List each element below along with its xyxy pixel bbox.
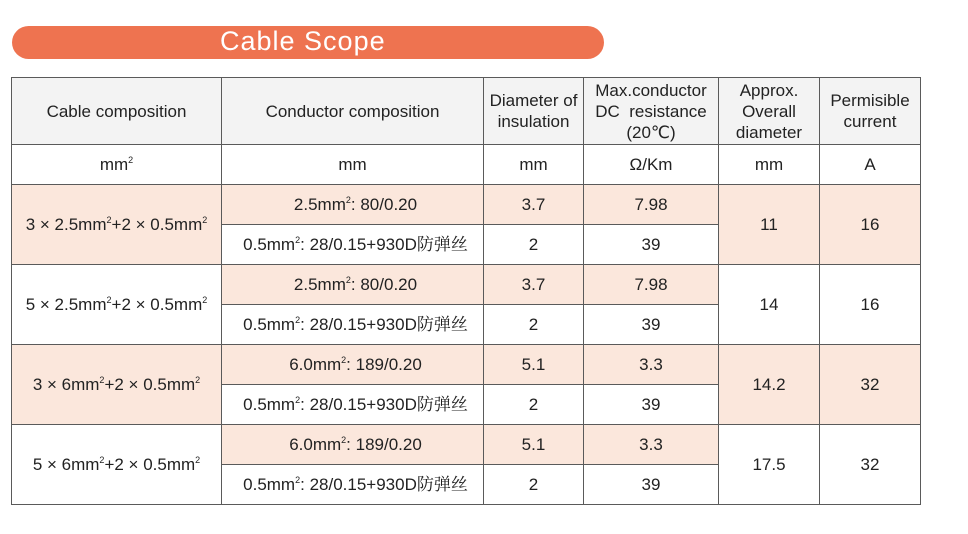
conductor-text: 6.0mm	[289, 434, 342, 454]
conductor-text: : 28/0.15+930D防弹丝	[300, 394, 468, 414]
current-cell: 16	[820, 185, 921, 265]
cable-composition-cell	[12, 265, 222, 345]
unit-conductor: mm	[222, 145, 484, 185]
unit-cable-text: mm	[99, 154, 129, 174]
current-cell: 32	[820, 345, 921, 425]
conductor-composition-cell	[222, 425, 484, 465]
cable-sup: 2	[106, 214, 112, 225]
cable-sup: 2	[202, 214, 208, 225]
unit-current: A	[820, 145, 921, 185]
conductor-text: : 189/0.20	[346, 434, 422, 454]
header-diameter-insulation	[484, 78, 584, 145]
conductor-text: 0.5mm	[243, 394, 296, 414]
conductor-composition-cell	[222, 305, 484, 345]
conductor-sup: 2	[341, 434, 347, 445]
conductor-composition-cell	[222, 265, 484, 305]
conductor-text: 6.0mm	[289, 354, 342, 374]
cable-sup: 2	[195, 454, 201, 465]
header-permisible-current	[820, 78, 921, 145]
conductor-composition-cell	[222, 345, 484, 385]
header-diameter-line1: Diameter of	[489, 91, 578, 110]
cable-text: 3 × 2.5mm	[25, 214, 107, 234]
header-current-line1: Permisible	[830, 91, 910, 110]
overall-diameter-cell: 11	[719, 185, 820, 265]
cable-text: +2 × 0.5mm	[111, 294, 203, 314]
unit-cable-sup: 2	[128, 154, 134, 165]
cable-sup: 2	[99, 374, 105, 385]
resistance-cell: 39	[584, 385, 719, 425]
header-conductor-composition	[222, 78, 484, 145]
conductor-sup: 2	[341, 354, 347, 365]
current-cell: 32	[820, 425, 921, 505]
table-row	[12, 345, 921, 385]
header-overall-line2: Overall	[742, 101, 796, 121]
diameter-cell: 2	[484, 305, 584, 345]
conductor-text: 0.5mm	[243, 234, 296, 254]
cable-composition-cell	[12, 185, 222, 265]
resistance-cell: 39	[584, 305, 719, 345]
cable-text: +2 × 0.5mm	[104, 374, 196, 394]
header-overall-line1: Approx.	[739, 80, 799, 100]
diameter-cell: 2	[484, 465, 584, 505]
conductor-sup: 2	[295, 474, 301, 485]
diameter-cell: 5.1	[484, 345, 584, 385]
conductor-text: 2.5mm	[293, 194, 346, 214]
resistance-cell: 39	[584, 465, 719, 505]
cable-sup: 2	[202, 294, 208, 305]
header-row	[12, 78, 921, 145]
conductor-composition-cell	[222, 385, 484, 425]
unit-resistance: Ω/Km	[584, 145, 719, 185]
conductor-sup: 2	[345, 194, 351, 205]
unit-overall: mm	[719, 145, 820, 185]
conductor-text: : 80/0.20	[350, 274, 418, 294]
conductor-sup: 2	[295, 314, 301, 325]
conductor-sup: 2	[345, 274, 351, 285]
cable-text: 5 × 2.5mm	[25, 294, 107, 314]
resistance-cell: 39	[584, 225, 719, 265]
cable-composition-cell	[12, 345, 222, 425]
table-row	[12, 425, 921, 465]
overall-diameter-cell: 14.2	[719, 345, 820, 425]
resistance-cell: 7.98	[584, 265, 719, 305]
table-row	[12, 265, 921, 305]
header-overall-diameter	[719, 78, 820, 145]
cable-text: +2 × 0.5mm	[111, 214, 203, 234]
cable-sup: 2	[106, 294, 112, 305]
conductor-sup: 2	[295, 234, 301, 245]
conductor-text: 0.5mm	[243, 314, 296, 334]
conductor-text: : 80/0.20	[350, 194, 418, 214]
header-diameter-line2: insulation	[497, 112, 570, 131]
header-resistance-line1: Max.conductor	[595, 80, 707, 100]
header-cable-composition-text: Cable composition	[46, 101, 187, 121]
header-dc-resistance	[584, 78, 719, 145]
page-title: Cable Scope	[220, 26, 386, 56]
conductor-text: : 28/0.15+930D防弹丝	[300, 314, 468, 334]
cable-text: 5 × 6mm	[32, 454, 100, 474]
unit-cable	[12, 145, 222, 185]
cable-sup: 2	[195, 374, 201, 385]
unit-row	[12, 145, 921, 185]
conductor-composition-cell	[222, 185, 484, 225]
header-cable-composition	[12, 78, 222, 145]
header-overall-line3: diameter	[735, 122, 803, 142]
cable-scope-table	[11, 77, 921, 505]
table-row	[12, 185, 921, 225]
current-cell: 16	[820, 265, 921, 345]
conductor-text: : 28/0.15+930D防弹丝	[300, 474, 468, 494]
overall-diameter-cell: 14	[719, 265, 820, 345]
conductor-text: 2.5mm	[293, 274, 346, 294]
overall-diameter-cell: 17.5	[719, 425, 820, 505]
diameter-cell: 3.7	[484, 185, 584, 225]
conductor-sup: 2	[295, 394, 301, 405]
conductor-text: 0.5mm	[243, 474, 296, 494]
diameter-cell: 2	[484, 225, 584, 265]
diameter-cell: 3.7	[484, 265, 584, 305]
conductor-text: : 189/0.20	[346, 354, 422, 374]
resistance-cell: 3.3	[584, 425, 719, 465]
cable-sup: 2	[99, 454, 105, 465]
unit-diameter: mm	[484, 145, 584, 185]
conductor-composition-cell	[222, 225, 484, 265]
diameter-cell: 2	[484, 385, 584, 425]
resistance-cell: 7.98	[584, 185, 719, 225]
conductor-text: : 28/0.15+930D防弹丝	[300, 234, 468, 254]
cable-text: +2 × 0.5mm	[104, 454, 196, 474]
cable-text: 3 × 6mm	[32, 374, 100, 394]
resistance-cell: 3.3	[584, 345, 719, 385]
diameter-cell: 5.1	[484, 425, 584, 465]
conductor-composition-cell	[222, 465, 484, 505]
header-resistance-line2: DC resistance	[595, 101, 707, 121]
header-conductor-composition-text: Conductor composition	[265, 101, 440, 121]
header-current-line2: current	[843, 112, 897, 131]
header-resistance-line3: (20℃)	[626, 122, 676, 142]
cable-composition-cell	[12, 425, 222, 505]
